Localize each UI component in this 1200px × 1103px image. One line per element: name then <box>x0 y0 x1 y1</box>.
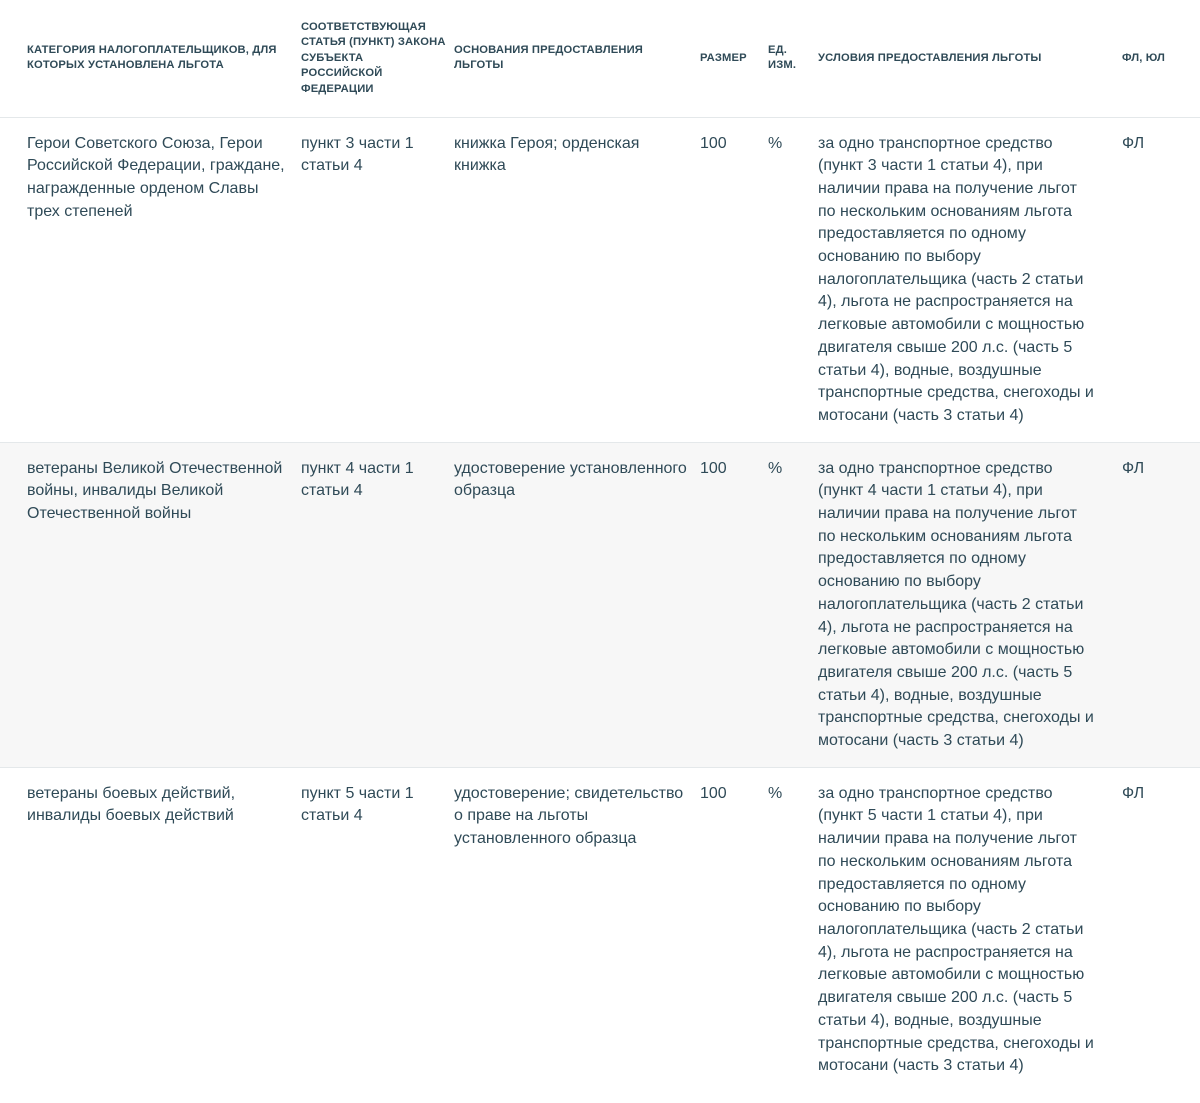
cell-article: пункт 4 части 1 статьи 4 <box>301 442 454 767</box>
cell-basis: удостоверение установленного образца <box>454 442 700 767</box>
table-row <box>0 117 1200 442</box>
cell-unit: % <box>768 442 818 767</box>
column-header-article: СООТВЕТСТВУЮЩАЯ СТАТЬЯ (ПУНКТ) ЗАКОНА СУБЪЕКТА РОССИЙСКОЙ ФЕДЕРАЦИИ <box>301 0 454 117</box>
cell-size: 100 <box>700 117 768 442</box>
column-header-unit: ЕД. ИЗМ. <box>768 0 818 117</box>
column-header-payer: ФЛ, ЮЛ <box>1106 0 1200 117</box>
cell-basis: книжка Героя; орденская книжка <box>454 117 700 442</box>
cell-unit: % <box>768 784 783 802</box>
cell-conditions: за одно транспортное средство (пункт 4 части 1 статьи 4), при наличии права на получение льгот по нескольким основаниям льгота предоставляется по одному основанию по выбору налогоплательщика (часть 2 статьи 4), льгота не распространяется на легковые автомобили с мощностью двигателя свыше 200 л.с. (часть 5 статьи 4), водные, воздушные транспортные средства, снегоходы и мотосани (часть 3 статьи 4) <box>818 442 1106 767</box>
cell-category: ветераны Великой Отечественной войны, инвалиды Великой Отечественной войны <box>0 442 301 767</box>
cell-unit: % <box>768 117 818 442</box>
column-header-category: КАТЕГОРИЯ НАЛОГОПЛАТЕЛЬЩИКОВ, ДЛЯ КОТОРЫХ УСТАНОВЛЕНА ЛЬГОТА <box>0 0 301 117</box>
cell-conditions: за одно транспортное средство (пункт 3 части 1 статьи 4), при наличии права на получение льгот по нескольким основаниям льгота предоставляется по одному основанию по выбору налогоплательщика (часть 2 статьи 4), льгота не распространяется на легковые автомобили с мощностью двигателя свыше 200 л.с. (часть 5 статьи 4), водные, воздушные транспортные средства, снегоходы и мотосани (часть 3 статьи 4) <box>818 117 1106 442</box>
column-header-size: РАЗМЕР <box>700 0 768 117</box>
cell-category: ветераны боевых действий, инвалиды боевых действий <box>27 784 236 825</box>
cell-payer: ФЛ <box>1122 784 1145 802</box>
table-row <box>0 767 1200 1092</box>
table-header-row <box>0 0 1200 117</box>
cell-payer: ФЛ <box>1106 117 1200 442</box>
cell-size: 100 <box>700 784 727 802</box>
cell-size: 100 <box>700 442 768 767</box>
column-header-basis: ОСНОВАНИЯ ПРЕДОСТАВЛЕНИЯ ЛЬГОТЫ <box>454 0 700 117</box>
cell-category: Герои Советского Союза, Герои Российской Федерации, граждане, награжденные орденом Славы трех степеней <box>0 117 301 442</box>
column-header-conditions: УСЛОВИЯ ПРЕДОСТАВЛЕНИЯ ЛЬГОТЫ <box>818 0 1106 117</box>
cell-article: пункт 5 части 1 статьи 4 <box>301 784 414 825</box>
table-row <box>0 442 1200 767</box>
cell-conditions: за одно транспортное средство (пункт 5 части 1 статьи 4), при наличии права на получение льгот по нескольким основаниям льгота предоставляется по одному основанию по выбору налогоплательщика (часть 2 статьи 4), льгота не распространяется на легковые автомобили с мощностью двигателя свыше 200 л.с. (часть 5 статьи 4), водные, воздушные транспортные средства, снегоходы и мотосани (часть 3 статьи 4) <box>818 784 1094 1075</box>
cell-article: пункт 3 части 1 статьи 4 <box>301 117 454 442</box>
cell-payer: ФЛ <box>1106 442 1200 767</box>
cell-basis: удостоверение; свидетельство о праве на льготы установленного образца <box>454 784 684 848</box>
